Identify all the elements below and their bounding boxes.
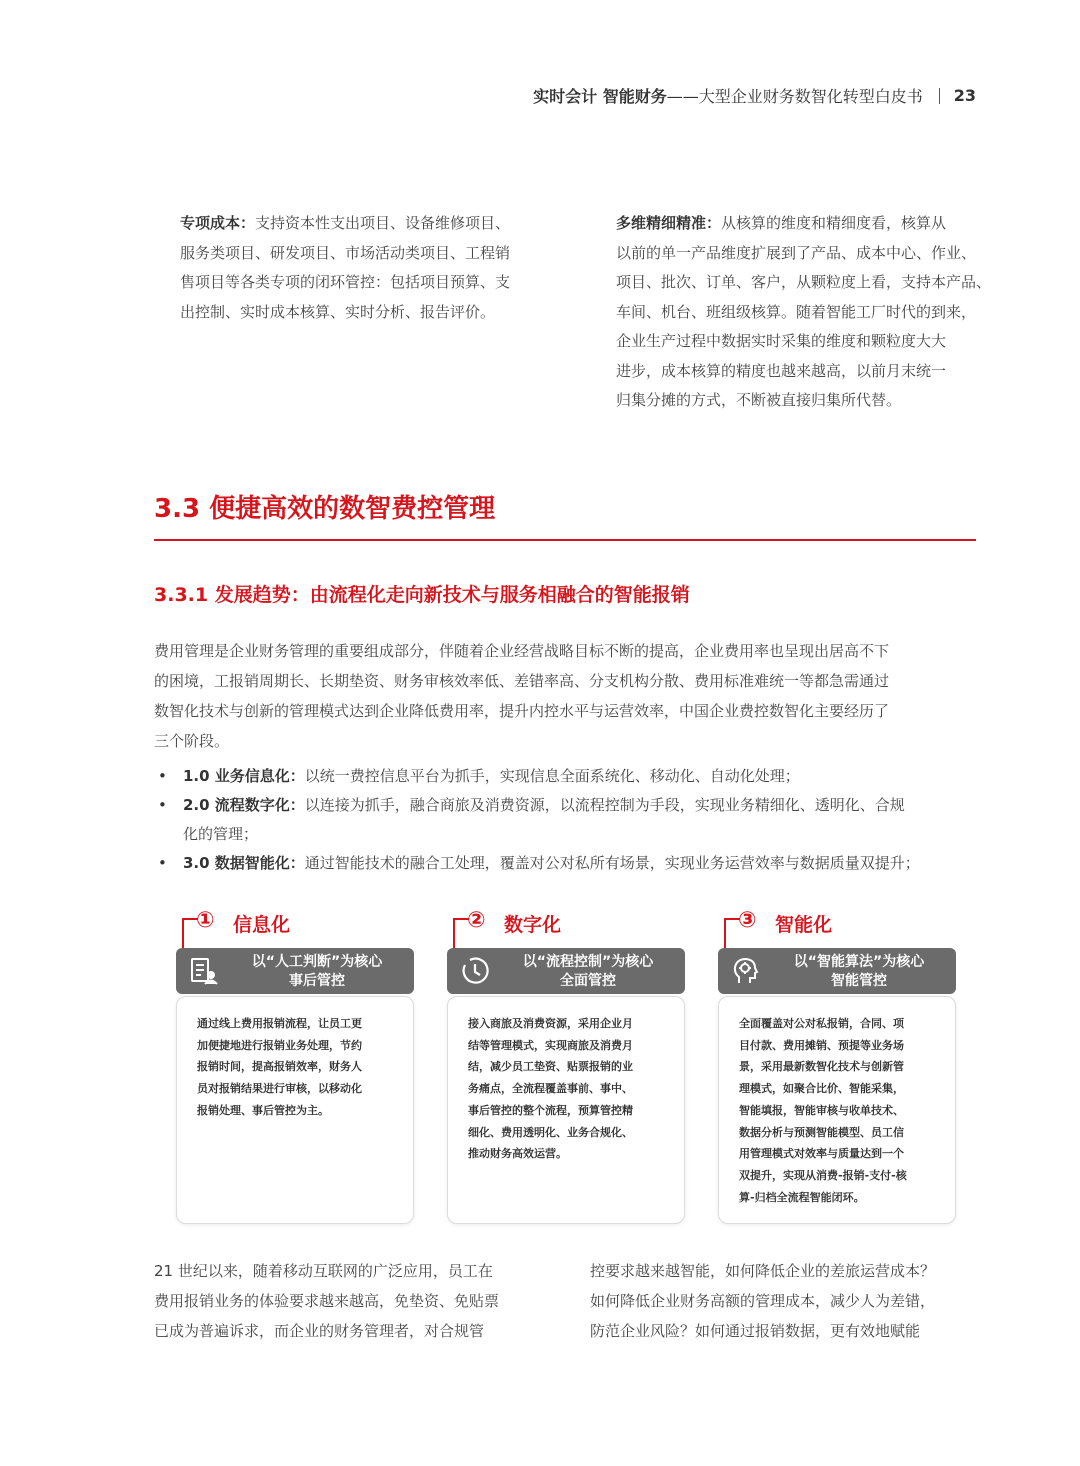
multidim-line: 进步，成本核算的精度也越来越高，以前月末统一 xyxy=(616,361,947,380)
desc-line: 智能填报，智能审核与收单技术、 xyxy=(739,1103,904,1117)
intro-line: 数智化技术与创新的管理模式达到企业降低费用率，提升内控水平与运营效率，中国企业费控数智化主要经历了 xyxy=(154,702,890,720)
stage-bar-line1: 以“流程控制”为核心 xyxy=(522,954,654,970)
stage-header xyxy=(447,906,685,946)
desc-line: 接入商旅及消费资源，采用企业月 xyxy=(468,1017,633,1030)
bullet-text: 以连接为抓手，融合商旅及消费资源，以流程控制为手段，实现业务精细化、透明化、合规 xyxy=(304,796,905,814)
stage-bullet-list xyxy=(158,762,978,878)
special-cost-term: 专项成本： xyxy=(180,214,256,232)
stage-bar-line2: 智能管控 xyxy=(831,973,887,989)
desc-line: 报销时间，提高报销效率，财务人 xyxy=(197,1060,362,1074)
bullet-item xyxy=(158,849,978,878)
bottom-line: 21 世纪以来，随着移动互联网的广泛应用，员工在 xyxy=(154,1262,493,1280)
subsection-title: 3.3.1 发展趋势：由流程化走向新技术与服务相融合的智能报销 xyxy=(154,584,690,606)
multidim-line: 归集分摊的方式，不断被直接归集所代替。 xyxy=(616,391,902,409)
header-divider xyxy=(939,88,940,104)
stage-bar-line1: 以“智能算法”为核心 xyxy=(793,954,925,970)
multidim-line: 以前的单一产品维度扩展到了产品、成本中心、作业、 xyxy=(616,243,977,262)
special-cost-line: 服务类项目、研发项目、市场活动类项目、工程销 xyxy=(180,243,511,262)
header-title-rest: ——大型企业财务数智化转型白皮书 xyxy=(666,87,923,106)
stage-desc-card xyxy=(447,996,685,1224)
special-cost-line: 售项目等各类专项的闭环管控：包括项目预算、支 xyxy=(180,273,511,291)
desc-line: 目付款、费用摊销、预提等业务场 xyxy=(739,1038,904,1052)
bullet-term: 3.0 数据智能化： xyxy=(183,854,305,872)
clock-icon xyxy=(459,955,491,987)
desc-line: 报销处理、事后管控为主。 xyxy=(197,1103,329,1117)
stage-name: 数字化 xyxy=(504,914,562,936)
desc-line: 结，减少员工垫资、贴票报销的业 xyxy=(468,1060,633,1074)
bottom-line: 已成为普遍诉求，而企业的财务管理者，对合规管 xyxy=(154,1322,485,1340)
special-cost-line: 出控制、实时成本核算、实时分析、报告评价。 xyxy=(180,302,496,321)
stage-bar-line1: 以“人工判断”为核心 xyxy=(251,954,383,970)
multidim-term: 多维精细精准： xyxy=(616,214,722,232)
special-cost-paragraph xyxy=(180,209,560,327)
stage-bar-line2: 全面管控 xyxy=(560,973,616,989)
bullet-text: 化的管理； xyxy=(183,825,259,843)
stage-number: ③ xyxy=(738,908,757,933)
intro-line: 三个阶段。 xyxy=(154,732,230,750)
desc-line: 算-归档全流程智能闭环。 xyxy=(739,1190,865,1204)
running-header xyxy=(533,84,976,107)
desc-line: 通过线上费用报销流程，让员工更 xyxy=(197,1017,362,1030)
stage-card-intelligentization xyxy=(718,906,956,1204)
desc-line: 数据分析与预测智能模型、员工信 xyxy=(739,1125,904,1139)
stage-card-informatization xyxy=(176,906,414,1117)
desc-line: 全面覆盖对公对私报销，合同、项 xyxy=(739,1017,904,1030)
intro-line: 费用管理是企业财务管理的重要组成部分，伴随着企业经营战略目标不断的提高，企业费用率也呈现出居高不下 xyxy=(154,642,890,660)
stage-bar xyxy=(447,948,685,994)
page-number: 23 xyxy=(953,86,976,105)
desc-line: 事后管控的整个流程，预算管控精 xyxy=(468,1103,633,1117)
desc-line: 细化、费用透明化、业务合规化、 xyxy=(468,1125,633,1139)
desc-line: 景，采用最新数智化技术与创新管 xyxy=(739,1060,904,1074)
stage-desc xyxy=(739,1013,939,1208)
stage-header xyxy=(176,906,414,946)
desc-line: 员对报销结果进行审核，以移动化 xyxy=(197,1082,362,1096)
desc-line: 用管理模式对效率与质量达到一个 xyxy=(739,1147,904,1161)
stage-header xyxy=(718,906,956,946)
stage-desc-card xyxy=(718,996,956,1224)
intro-paragraph xyxy=(154,636,978,756)
stage-desc xyxy=(197,1013,397,1122)
multidim-line: 项目、批次、订单、客户，从颗粒度上看，支持本产品、 xyxy=(616,273,992,291)
multidim-line: 从核算的维度和精细度看，核算从 xyxy=(721,214,947,232)
section-title: 3.3 便捷高效的数智费控管理 xyxy=(154,494,496,524)
desc-line: 结等管理模式，实现商旅及消费月 xyxy=(468,1038,633,1052)
bullet-text: 通过智能技术的融合工处理，覆盖对公对私所有场景，实现业务运营效率与数据质量双提升； xyxy=(304,854,920,872)
multidim-line: 车间、机台、班组级核算。随着智能工厂时代的到来， xyxy=(616,302,977,321)
stage-name: 智能化 xyxy=(775,914,833,936)
bullet-term: 2.0 流程数字化： xyxy=(183,796,305,814)
special-cost-line: 支持资本性支出项目、设备维修项目、 xyxy=(255,214,511,232)
header-title-bold: 实时会计 智能财务 xyxy=(533,87,667,106)
stage-bar-line2: 事后管控 xyxy=(289,973,345,989)
bottom-line: 防范企业风险？如何通过报销数据，更有效地赋能 xyxy=(590,1322,921,1340)
ai-head-icon xyxy=(730,955,762,987)
bullet-item xyxy=(158,762,978,791)
bottom-line: 如何降低企业财务高额的管理成本，减少人为差错， xyxy=(590,1292,936,1310)
desc-line: 务痛点，全流程覆盖事前、事中、 xyxy=(468,1082,633,1096)
intro-line: 的困境，工报销周期长、长期垫资、财务审核效率低、差错率高、分支机构分散、费用标准难统一等都急需通过 xyxy=(154,672,890,690)
stage-desc-card xyxy=(176,996,414,1224)
section-rule xyxy=(154,539,976,541)
stage-number: ① xyxy=(196,908,215,933)
desc-line: 理模式，如聚合比价、智能采集， xyxy=(739,1082,904,1096)
desc-line: 推动财务高效运营。 xyxy=(468,1147,567,1161)
stage-card-digitization xyxy=(447,906,685,1161)
stage-name: 信息化 xyxy=(233,914,291,936)
bullet-text: 以统一费控信息平台为抓手，实现信息全面系统化、移动化、自动化处理； xyxy=(304,767,800,785)
desc-line: 加便捷地进行报销业务处理，节约 xyxy=(197,1038,362,1052)
document-user-icon xyxy=(188,955,220,987)
stage-number: ② xyxy=(467,908,486,933)
bottom-line: 控要求越来越智能，如何降低企业的差旅运营成本？ xyxy=(590,1262,936,1280)
bottom-right-paragraph xyxy=(590,1256,980,1346)
multidim-paragraph xyxy=(616,209,996,416)
bottom-line: 费用报销业务的体验要求越来越高，免垫资、免贴票 xyxy=(154,1292,500,1310)
stage-bar xyxy=(718,948,956,994)
stage-bar xyxy=(176,948,414,994)
desc-line: 双提升，实现从消费-报销-支付-核 xyxy=(739,1168,907,1182)
stage-desc xyxy=(468,1013,668,1165)
bullet-item xyxy=(158,791,978,849)
bottom-left-paragraph xyxy=(154,1256,544,1346)
bullet-term: 1.0 业务信息化： xyxy=(183,767,305,785)
multidim-line: 企业生产过程中数据实时采集的维度和颗粒度大大 xyxy=(616,332,947,350)
